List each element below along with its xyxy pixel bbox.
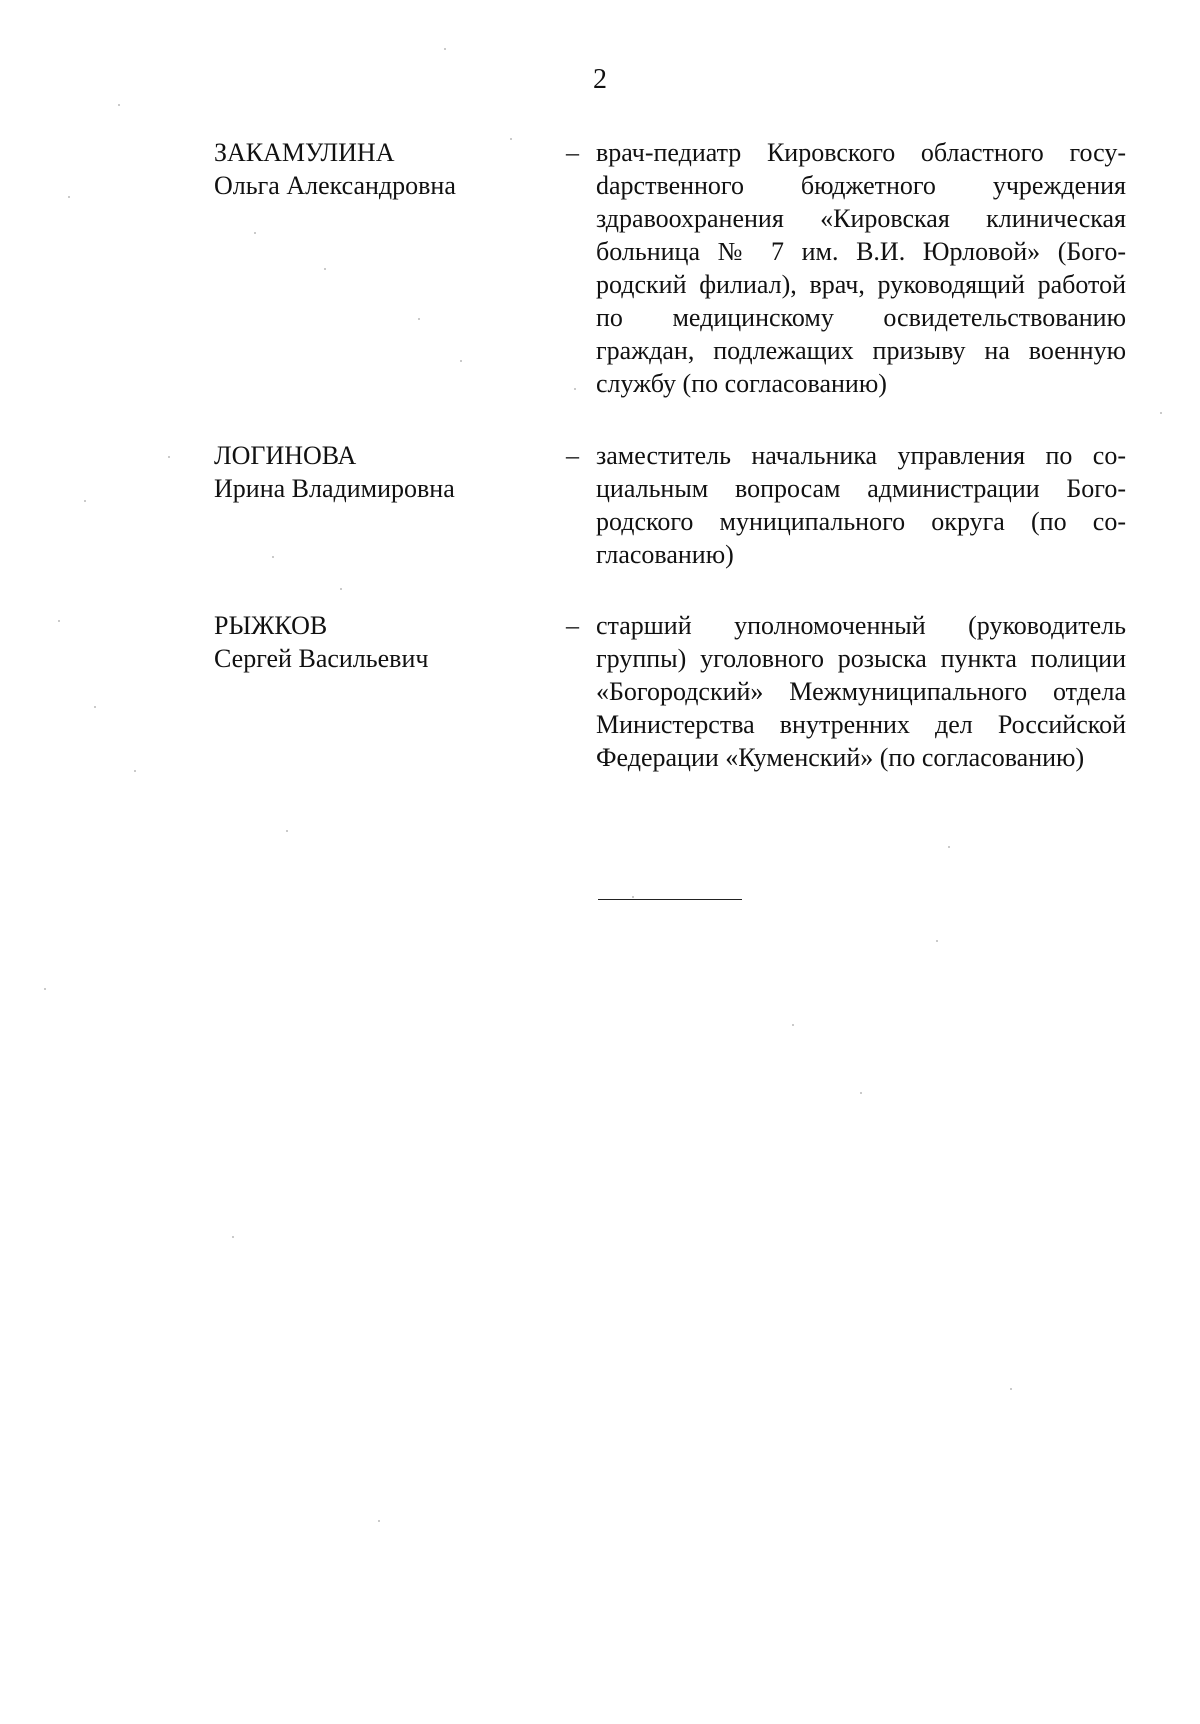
- person-position: врач-педиатр Кировского областного госуdарственного бюджетного учреждения здравоохранения «Кировская клиническая больница № 7 им. В.И. Юрловой» (Богородский филиал), врач, руководящий работой по медицинскому освидетельствованию граждан, подлежащих призыву на военную службу (по согласованию): [596, 138, 1126, 398]
- page-number: 2: [593, 64, 607, 95]
- person-given-names: Ольга Александровна: [214, 171, 456, 200]
- dash-separator: –: [566, 138, 579, 167]
- closing-rule: [598, 899, 742, 900]
- dash-separator: –: [566, 441, 579, 470]
- person-surname: ЛОГИНОВА: [214, 441, 357, 470]
- person-name: [214, 439, 514, 505]
- person-name: [214, 609, 514, 675]
- person-position: старший уполномоченный (руководитель группы) уголовного розыска пункта полиции «Богородский» Межмуниципального отдела Министерства внутренних дел Российской Федерации «Куменский» (по согласованию): [596, 611, 1126, 772]
- dash-separator: –: [566, 611, 579, 640]
- person-name: [214, 136, 514, 202]
- person-position: заместитель начальника управления по социальным вопросам администрации Богородского муниципального округа (по согласованию): [596, 441, 1126, 569]
- person-given-names: Сергей Васильевич: [214, 644, 429, 673]
- person-surname: РЫЖКОВ: [214, 611, 328, 640]
- person-given-names: Ирина Владимировна: [214, 474, 455, 503]
- person-surname: ЗАКАМУЛИНА: [214, 138, 395, 167]
